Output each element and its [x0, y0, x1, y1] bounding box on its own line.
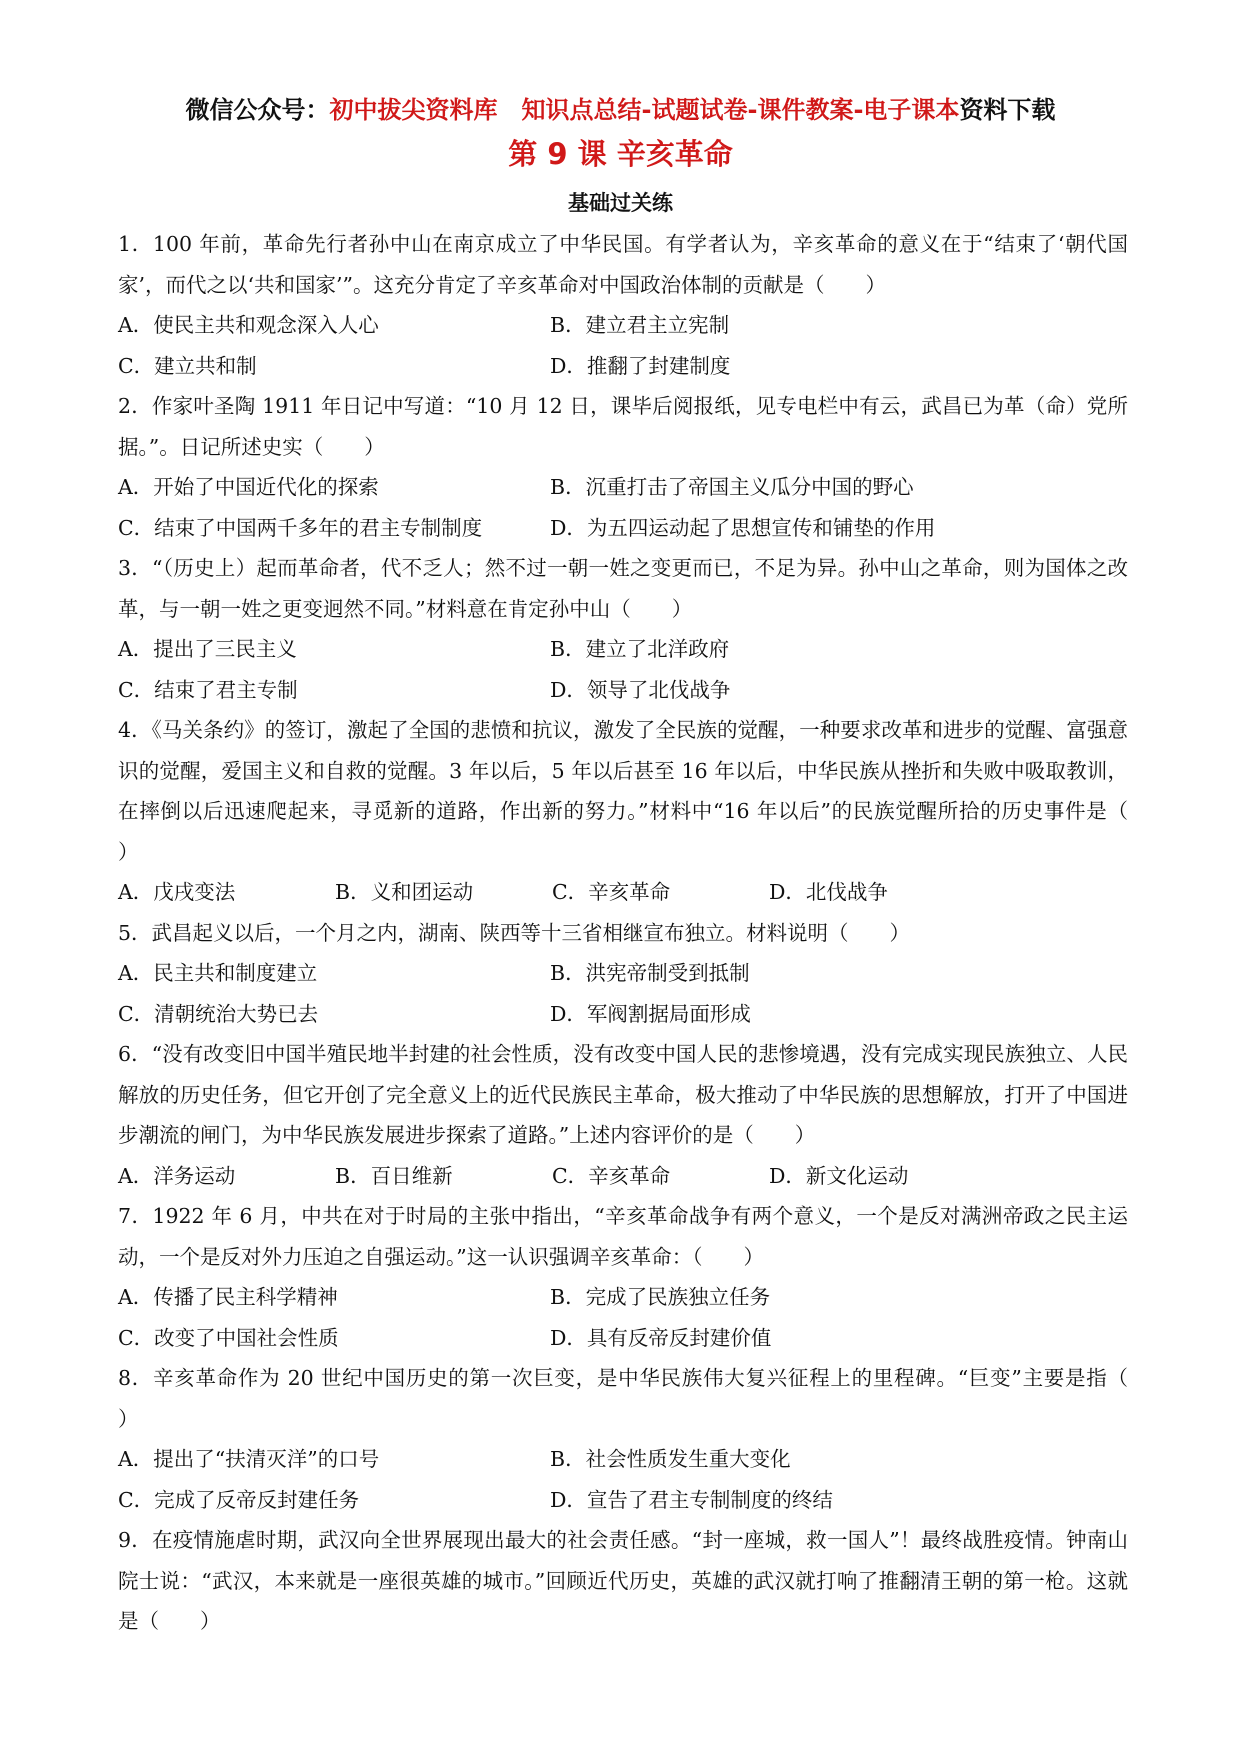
option-b: B．完成了民族独立任务 — [550, 1285, 771, 1309]
question-stem: 3．“（历史上）起而革命者，代不乏人；然不过一朝一姓之变更而已，不足为异。孙中山之革命，则为国体之改革，与一朝一姓之更变迥然不同。”材料意在肯定孙中山（ ） — [118, 556, 1128, 621]
question-7 — [118, 1196, 1128, 1358]
question-stem: 8．辛亥革命作为 20 世纪中国历史的第一次巨变，是中华民族伟大复兴征程上的里程碑。“巨变”主要是指（ ） — [118, 1366, 1169, 1431]
option-c: C．结束了中国两千多年的君主专制制度 — [118, 515, 483, 540]
header-suffix: 资料下载 — [959, 96, 1056, 124]
option-list — [118, 953, 1128, 1034]
option-a: A．民主共和制度建立 — [118, 961, 318, 985]
option-list — [118, 305, 1128, 386]
page-header — [0, 93, 1241, 127]
option-d: D．为五四运动起了思想宣传和铺垫的作用 — [550, 515, 936, 540]
option-a: A．开始了中国近代化的探索 — [118, 475, 379, 499]
option-c: C．辛亥革命 — [552, 880, 671, 904]
option-b: B．沉重打击了帝国主义瓜分中国的野心 — [550, 475, 914, 499]
option-list — [118, 872, 1128, 913]
option-a: A．传播了民主科学精神 — [118, 1285, 338, 1309]
option-b: B．建立了北洋政府 — [550, 637, 730, 661]
question-stem: 5．武昌起义以后，一个月之内，湖南、陕西等十三省相继宣布独立。材料说明（ ） — [118, 920, 911, 945]
option-list — [118, 1277, 1128, 1358]
option-b: B．建立君主立宪制 — [550, 313, 730, 337]
option-d: D．推翻了封建制度 — [550, 353, 731, 378]
option-list — [118, 467, 1128, 548]
section-title: 基础过关练 — [568, 191, 673, 215]
option-d: D．北伐战争 — [769, 880, 888, 904]
question-stem: 1．100 年前，革命先行者孙中山在南京成立了中华民国。有学者认为，辛亥革命的意义在于“结束了‘朝代国家’，而代之以‘共和国家’”。这充分肯定了辛亥革命对中国政治体制的贡献是（ ） — [118, 232, 1128, 297]
header-prefix: 微信公众号： — [185, 96, 330, 124]
option-b: B．社会性质发生重大变化 — [550, 1447, 791, 1471]
question-5 — [118, 913, 1128, 1035]
option-c: C．完成了反帝反封建任务 — [118, 1487, 360, 1512]
option-list — [118, 629, 1128, 710]
question-4 — [118, 710, 1169, 913]
question-9 — [118, 1520, 1128, 1642]
question-stem: 9．在疫情施虐时期，武汉向全世界展现出最大的社会责任感。“封一座城，救一国人”！最终战胜疫情。钟南山院士说：“武汉，本来就是一座很英雄的城市。”回顾近代历史，英雄的武汉就打响了推翻清王朝的第一枪。这就是（ ） — [118, 1528, 1128, 1633]
header-highlight: 初中拔尖资料库 知识点总结-试题试卷-课件教案-电子课本 — [329, 96, 960, 124]
option-list — [118, 1156, 1128, 1197]
question-stem: 7．1922 年 6 月，中共在对于时局的主张中指出，“辛亥革命战争有两个意义，一个是反对满洲帝政之民主运动，一个是反对外力压迫之自强运动。”这一认识强调辛亥革命：（ ） — [118, 1204, 1128, 1269]
question-3 — [118, 548, 1128, 710]
option-c: C．结束了君主专制 — [118, 677, 298, 702]
option-list — [118, 1439, 1128, 1520]
option-b: B．百日维新 — [335, 1163, 453, 1188]
option-d: D．宣告了君主专制制度的终结 — [550, 1487, 833, 1512]
option-c: C．辛亥革命 — [552, 1163, 671, 1188]
question-6 — [118, 1034, 1128, 1196]
option-b: B．洪宪帝制受到抵制 — [550, 961, 750, 985]
option-d: D．军阀割据局面形成 — [550, 1001, 751, 1026]
option-a: A．使民主共和观念深入人心 — [118, 313, 379, 337]
option-c: C．建立共和制 — [118, 353, 257, 378]
option-d: D．具有反帝反封建价值 — [550, 1325, 772, 1350]
option-a: A．戊戌变法 — [118, 880, 236, 904]
question-stem: 2．作家叶圣陶 1911 年日记中写道：“10 月 12 日，课毕后阅报纸，见专电栏中有云，武昌已为革（命）党所据。”。日记所述史实（ ） — [118, 394, 1128, 459]
question-stem: 4．《马关条约》的签订，激起了全国的悲愤和抗议，激发了全民族的觉醒，一种要求改革和进步的觉醒、富强意识的觉醒，爱国主义和自救的觉醒。3 年以后，5 年以后甚至 16 年以后，中华民族从挫折和失败中吸取教训，在摔倒以后迅速爬起来，寻觅新的道路，作出新的努力。”材料中“16 年以后”的民族觉醒所拾的历史事件是（ ） — [118, 718, 1169, 864]
question-stem: 6．“没有改变旧中国半殖民地半封建的社会性质，没有改变中国人民的悲惨境遇，没有完成实现民族独立、人民解放的历史任务，但它开创了完全意义上的近代民族民主革命，极大推动了中华民族的思想解放，打开了中国进步潮流的闸门，为中华民族发展进步探索了道路。”上述内容评价的是（ ） — [118, 1042, 1128, 1147]
question-list — [118, 224, 1169, 1642]
option-d: D．新文化运动 — [769, 1163, 909, 1188]
option-c: C．清朝统治大势已去 — [118, 1001, 319, 1026]
question-2 — [118, 386, 1128, 548]
question-1 — [118, 224, 1128, 386]
option-a: A．洋务运动 — [118, 1163, 236, 1188]
option-a: A．提出了“扶清灭洋”的口号 — [118, 1447, 380, 1471]
question-8 — [118, 1358, 1169, 1520]
option-d: D．领导了北伐战争 — [550, 677, 731, 702]
option-c: C．改变了中国社会性质 — [118, 1325, 339, 1350]
lesson-title: 第 9 课 辛亥革命 — [508, 137, 733, 171]
option-b: B．义和团运动 — [335, 880, 474, 904]
option-a: A．提出了三民主义 — [118, 637, 297, 661]
